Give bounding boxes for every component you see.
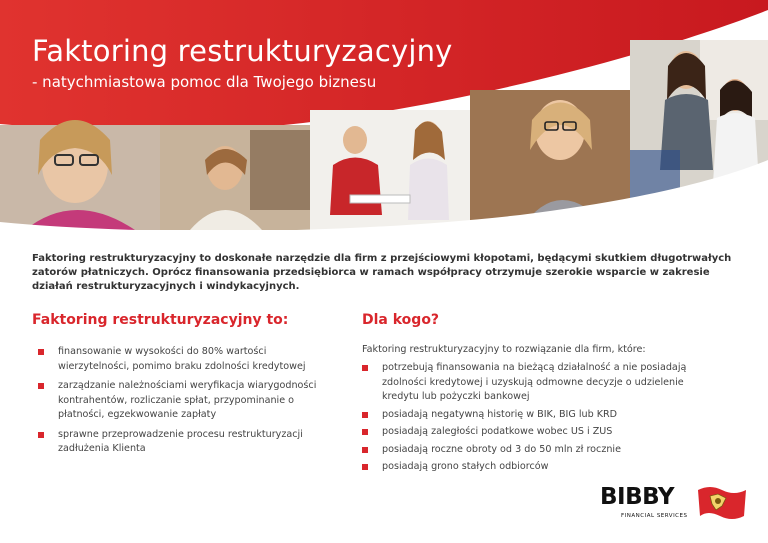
list-item: potrzebują finansowania na bieżącą działalność a nie posiadają zdolności kredytowej i uzyskują odmowne decyzje o udzielenie kredytu lub pożyczki bankowej <box>362 361 722 405</box>
list-item: posiadają grono stałych odbiorców <box>362 460 722 475</box>
list-item: sprawne przeprowadzenie procesu restrukturyzacji zadłużenia Klienta <box>38 428 328 457</box>
bullet-square-icon <box>362 447 368 453</box>
bullet-square-icon <box>362 464 368 470</box>
list-item: zarządzanie należnościami weryfikacja wiarygodności kontrahentów, rozliczanie spłat, przypominanie o płatności, egzekwowanie zapłaty <box>38 379 328 423</box>
list-item: posiadają roczne obroty od 3 do 50 mln zł rocznie <box>362 443 722 458</box>
bullet-square-icon <box>38 349 44 355</box>
logo-wordmark: BIBBY <box>600 484 675 510</box>
flag-icon <box>696 484 748 524</box>
right-heading: Dla kogo? <box>362 312 440 328</box>
bibby-logo <box>600 484 750 524</box>
bullet-square-icon <box>38 383 44 389</box>
page-subtitle: - natychmiastowa pomoc dla Twojego biznesu <box>32 73 377 91</box>
intro-paragraph: Faktoring restrukturyzacyjny to doskonałe narzędzie dla firm z przejściowymi kłopotami, będącymi skutkiem długotrwałych zatorów płatniczych. Oprócz finansowania przedsiębiorca w ramach współpracy otrzymuje szerokie wsparcie w zakresie działań restrukturyzacyjnych i windykacyjnych. <box>32 253 732 292</box>
logo-tagline: FINANCIAL SERVICES <box>621 513 688 519</box>
left-heading: Faktoring restrukturyzacyjny to: <box>32 312 289 328</box>
bullet-square-icon <box>38 432 44 438</box>
list-item: posiadają zaległości podatkowe wobec US i ZUS <box>362 425 722 440</box>
bullet-square-icon <box>362 412 368 418</box>
list-item: posiadają negatywną historię w BIK, BIG lub KRD <box>362 408 722 423</box>
bullet-square-icon <box>362 429 368 435</box>
page-title: Faktoring restrukturyzacyjny <box>32 34 453 68</box>
left-list <box>38 345 328 462</box>
list-item: finansowanie w wysokości do 80% wartości wierzytelności, pomimo braku zdolności kredytowej <box>38 345 328 374</box>
right-list <box>362 361 722 478</box>
right-lead: Faktoring restrukturyzacyjny to rozwiązanie dla firm, które: <box>362 344 646 355</box>
header-banner <box>0 0 768 230</box>
bullet-square-icon <box>362 365 368 371</box>
